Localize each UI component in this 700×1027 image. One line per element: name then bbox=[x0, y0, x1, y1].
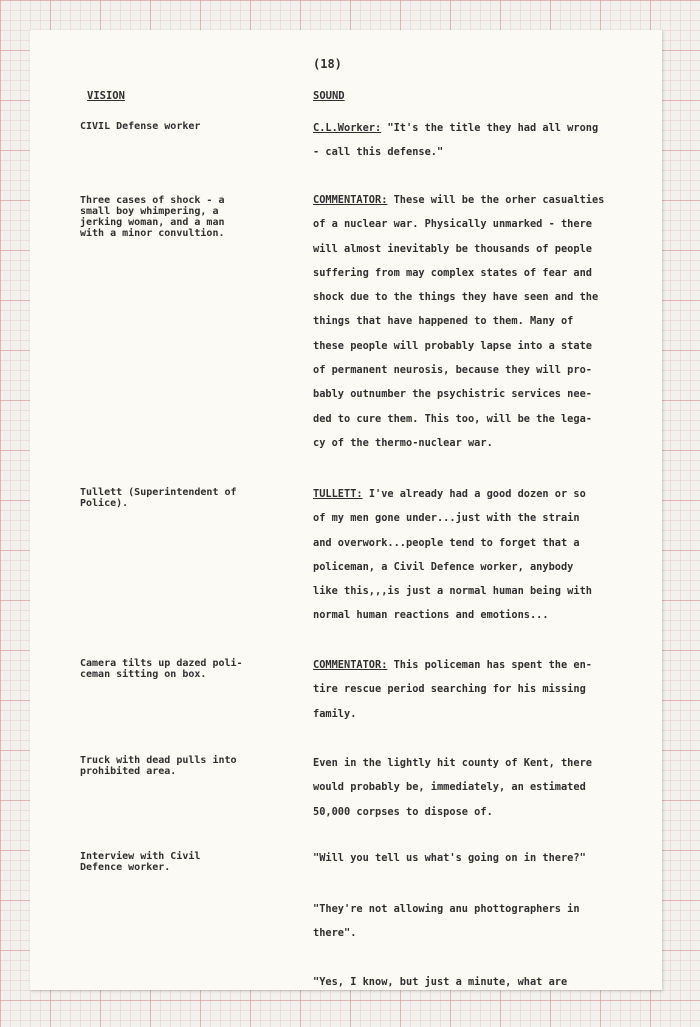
sound-cue-4: COMMENTATOR: This policeman has spent the en- tire rescue period searching for his missing family. bbox=[313, 659, 592, 720]
speaker-label: COMMENTATOR: bbox=[313, 659, 388, 671]
sound-cue-3: TULLETT: I've already had a good dozen or so of my men gone under...just with the strain and overwork...people tend to forget that a policeman, a Civil Defence worker, anybody like this,,,is just a normal human being with normal human reactions and emotions... bbox=[313, 488, 592, 622]
sound-cue-8: "Yes, I know, but just a minute, what are bbox=[313, 976, 568, 988]
sound-cue-5: Even in the lightly hit county of Kent, there would probably be, immediately, an estimated 50,000 corpses to dispose of. bbox=[313, 757, 592, 818]
vision-cue-6: Interview with Civil Defence worker. bbox=[80, 851, 201, 873]
speaker-label: TULLETT: bbox=[313, 488, 363, 500]
script-page bbox=[30, 30, 662, 990]
vision-cue-1: CIVIL Defense worker bbox=[80, 121, 201, 132]
sound-column-header: SOUND bbox=[313, 90, 345, 102]
vision-column-header: VISION bbox=[87, 90, 125, 102]
speaker-label: COMMENTATOR: bbox=[313, 194, 388, 206]
page-number: (18) bbox=[313, 57, 342, 71]
sound-cue-2: COMMENTATOR: These will be the orher casualties of a nuclear war. Physically unmarked - there will almost inevitably be thousands of people suffering from may complex states of fear and shock due to the things they have seen and the things that have happened to them. Many of these people will probably lapse into a state of permanent neurosis, because they will pro- bably outnumber the psychistric services nee- ded to cure them. This too, will be the lega- cy of the thermo-nuclear war. bbox=[313, 194, 605, 449]
speaker-label: C.L.Worker: bbox=[313, 122, 382, 134]
sound-cue-1: C.L.Worker: "It's the title they had all wrong - call this defense." bbox=[313, 122, 599, 159]
vision-cue-5: Truck with dead pulls into prohibited area. bbox=[80, 755, 237, 777]
sound-cue-6: "Will you tell us what's going on in there?" bbox=[313, 852, 586, 864]
sound-cue-7: "They're not allowing anu phottographers in there". bbox=[313, 903, 580, 940]
vision-cue-3: Tullett (Superintendent of Police). bbox=[80, 487, 237, 509]
vision-cue-4: Camera tilts up dazed poli- ceman sitting on box. bbox=[80, 658, 243, 680]
vision-cue-2: Three cases of shock - a small boy whimpering, a jerking woman, and a man with a minor convultion. bbox=[80, 195, 225, 239]
